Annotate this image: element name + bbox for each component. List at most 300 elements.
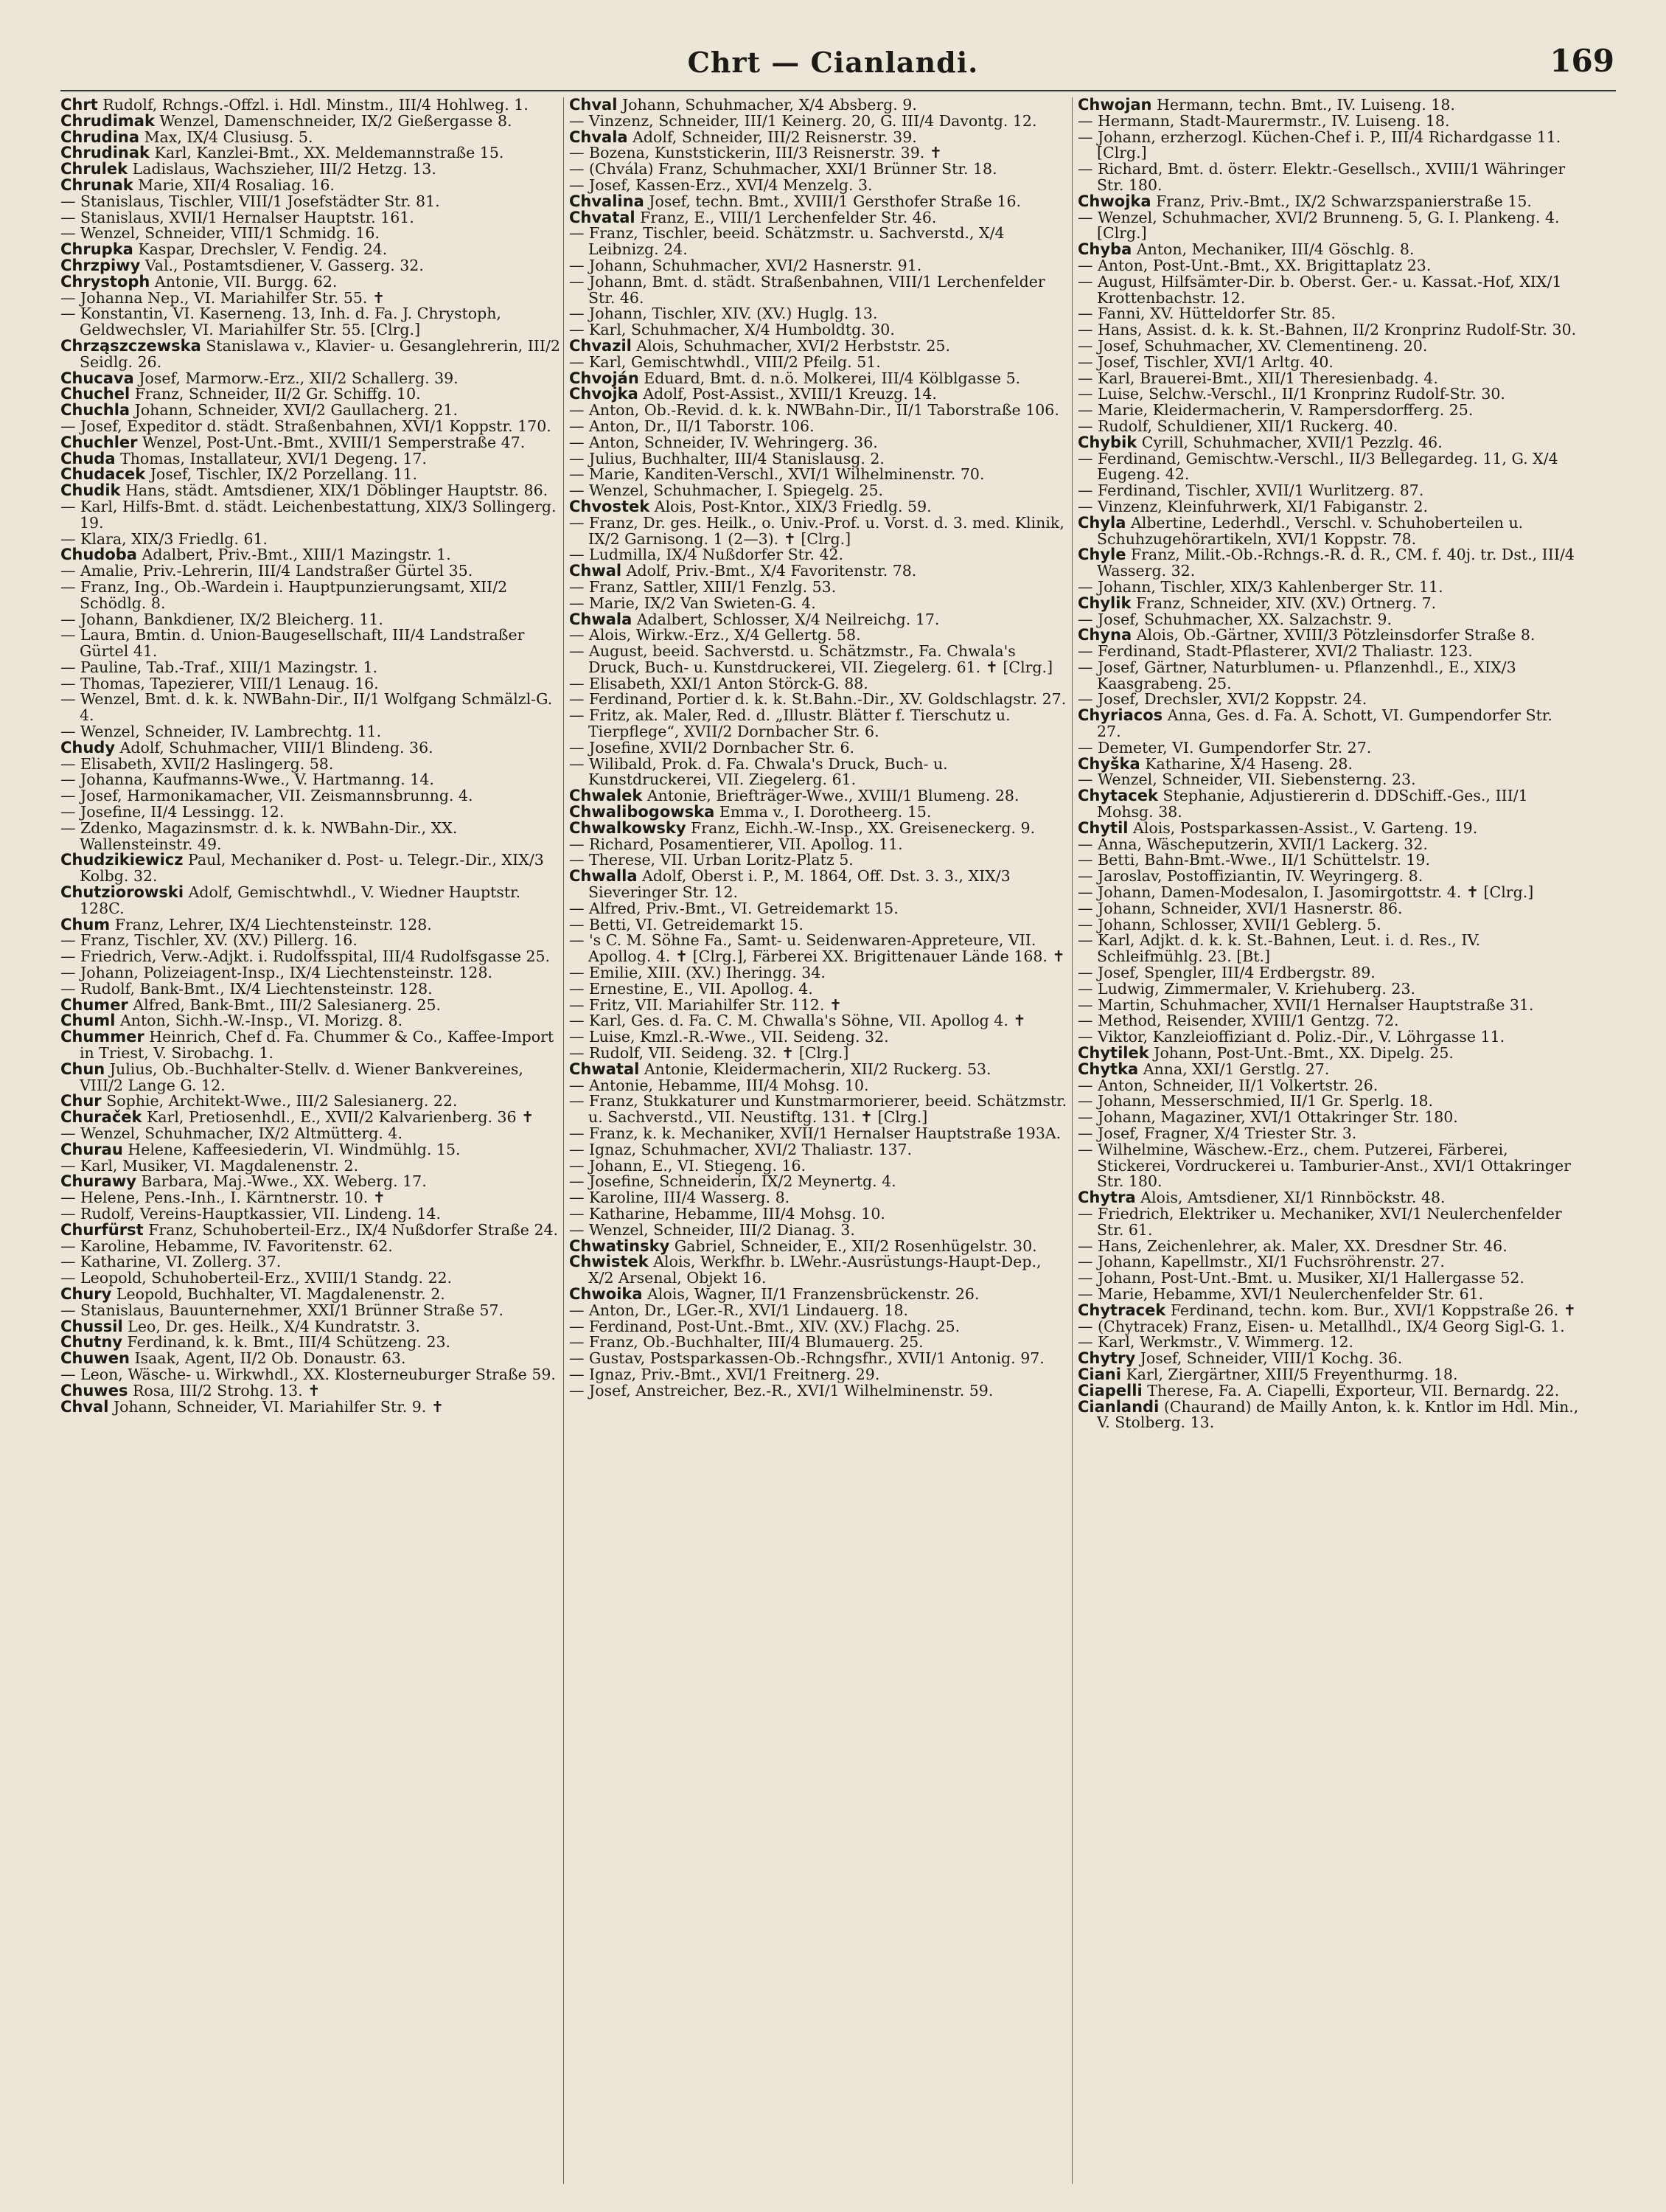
- entry-text: — Josef, Schuhmacher, XX. Salzachstr. 9.: [1078, 610, 1392, 628]
- entry-text: Albertine, Lederhdl., Verschl. v. Schuhoberteilen u. Schuhzugehörartikeln, XVI/1 Koppstr. 78.: [1097, 513, 1524, 548]
- entry-text: Adolf, Schuhmacher, VIII/1 Blindeng. 36.: [119, 738, 433, 757]
- directory-entry: [60, 288, 562, 307]
- directory-entry: [60, 435, 562, 451]
- entry-text: — Fritz, ak. Maler, Red. d. „Illustr. Blätter f. Tierschutz u. Tierpflege“, XVII/2 Dornbacher Str. 6.: [569, 706, 1011, 741]
- directory-entry: [1078, 708, 1579, 740]
- entry-text: — Stanislaus, Tischler, VIII/1 Josefstädter Str. 81.: [60, 192, 440, 210]
- entry-text: — Franz, Ing., Ob.-Wardein i. Hauptpunzierungsamt, XII/2 Schödlg. 8.: [60, 577, 508, 612]
- directory-entry: [569, 740, 1070, 757]
- entry-text: Helene, Kaffeesiederin, VI. Windmühlg. 15.: [128, 1140, 461, 1158]
- entry-surname: Chudoba: [60, 546, 137, 564]
- column-1: [60, 97, 562, 2184]
- entry-surname: Chyle: [1078, 546, 1126, 564]
- directory-entry: [1078, 1335, 1579, 1351]
- directory-entry: [1078, 627, 1579, 644]
- entry-surname: Chyriacos: [1078, 706, 1163, 725]
- directory-entry: [60, 194, 562, 210]
- column-2: [569, 97, 1070, 2184]
- entry-surname: Chwatinsky: [569, 1237, 670, 1255]
- entry-text: — Gustav, Postsparkassen-Ob.-Rchngsfhr., XVII/1 Antonig. 97.: [569, 1349, 1045, 1368]
- entry-surname: Chuwen: [60, 1349, 130, 1368]
- entry-surname: Chvalina: [569, 192, 644, 210]
- directory-entry: [1078, 451, 1579, 484]
- directory-entry: [569, 483, 1070, 499]
- directory-entry: [60, 547, 562, 563]
- entry-surname: Chumer: [60, 995, 128, 1014]
- entry-surname: Chval: [60, 1397, 109, 1416]
- directory-entry: [569, 467, 1070, 483]
- directory-entry: [60, 226, 562, 242]
- entry-text: — Marie, Kanditen-Verschl., XVI/1 Wilhelminenstr. 70.: [569, 465, 985, 484]
- directory-entry: [60, 885, 562, 917]
- entry-surname: Chyba: [1078, 240, 1132, 259]
- directory-entry: [60, 740, 562, 757]
- entry-text: Paul, Mechaniker d. Post- u. Telegr.-Dir., XIX/3 Kolbg. 32.: [80, 851, 544, 886]
- entry-text: — Katharine, VI. Zollerg. 37.: [60, 1253, 282, 1271]
- directory-entry: [1078, 1383, 1579, 1399]
- directory-entry: [1078, 1142, 1579, 1190]
- directory-entry: [1078, 869, 1579, 885]
- directory-entry: [569, 676, 1070, 692]
- directory-entry: [1078, 1351, 1579, 1367]
- entry-surname: Chybik: [1078, 433, 1137, 451]
- entry-text: Johann, Schuhmacher, X/4 Absberg. 9.: [621, 97, 917, 114]
- entry-text: — Wilibald, Prok. d. Fa. Chwala's Druck, Buch- u. Kunstdruckerei, VII. Ziegelerg. 61.: [569, 754, 948, 789]
- directory-entry: [1078, 1029, 1579, 1046]
- directory-entry: [569, 306, 1070, 322]
- entry-text: — Ludmilla, IX/4 Nußdorfer Str. 42.: [569, 546, 844, 564]
- entry-text: — Karoline, Hebamme, IV. Favoritenstr. 62.: [60, 1237, 393, 1255]
- entry-surname: Chutziorowski: [60, 883, 184, 902]
- entry-text: Alois, Ob.-Gärtner, XVIII/3 Pötzleinsdorfer Straße 8.: [1136, 626, 1536, 644]
- entry-text: — Wilhelmine, Wäschew.-Erz., chem. Putzerei, Färberei, Stickerei, Vordruckerei u. Tamburier-Anst., XVI/1 Ottakringer Str. 180.: [1078, 1140, 1571, 1191]
- entry-text: — Betti, VI. Getreidemarkt 15.: [569, 915, 804, 933]
- directory-entry: [60, 403, 562, 419]
- entry-text: — Ferdinand, Stadt-Pflasterer, XVI/2 Thaliastr. 123.: [1078, 642, 1473, 661]
- directory-entry: [1078, 1190, 1579, 1206]
- entry-text: Stephanie, Adjustiererin d. DDSchiff.-Ges., III/1 Mohsg. 38.: [1097, 787, 1528, 821]
- directory-entry: [569, 917, 1070, 933]
- header-rule: [60, 90, 1616, 91]
- entry-text: Leo, Dr. ges. Heilk., X/4 Kundratstr. 3.: [128, 1317, 420, 1335]
- directory-entry: [1078, 885, 1579, 901]
- directory-entry: [569, 499, 1070, 515]
- entry-text: — Klara, XIX/3 Friedlg. 61.: [60, 529, 268, 548]
- entry-text: — Laura, Bmtin. d. Union-Baugesellschaft, III/4 Landstraßer Gürtel 41.: [60, 626, 525, 661]
- entry-text: Antonie, Kleidermacherin, XII/2 Ruckerg. 53.: [644, 1060, 991, 1078]
- directory-entry: [1078, 161, 1579, 194]
- entry-text: — Thomas, Tapezierer, VIII/1 Lenaug. 16.: [60, 674, 379, 692]
- entry-text: Marie, XII/4 Rosaliag. 16.: [138, 175, 335, 194]
- entry-text: — Anton, Dr., II/1 Taborstr. 106.: [569, 417, 815, 435]
- directory-entry: [1078, 338, 1579, 355]
- directory-entry: [60, 467, 562, 483]
- entry-text: — Karl, Musiker, VI. Magdalenenstr. 2.: [60, 1156, 359, 1175]
- directory-entry: [60, 175, 562, 194]
- entry-surname: Chudy: [60, 738, 116, 757]
- entry-text: — Ferdinand, Portier d. k. k. St.Bahn.-Dir., XV. Goldschlagstr. 27.: [569, 690, 1067, 709]
- directory-entry: [569, 97, 1070, 114]
- directory-entry: [1078, 194, 1579, 210]
- directory-entry: [60, 917, 562, 933]
- entry-surname: Chun: [60, 1060, 105, 1078]
- entry-text: — Stanislaus, XVII/1 Hernalser Hauptstr. 161.: [60, 208, 414, 226]
- entry-surname: Chrulek: [60, 160, 128, 178]
- page-header: [0, 43, 1666, 87]
- entry-text: Katharine, X/4 Haseng. 28.: [1145, 754, 1353, 773]
- entry-text: — Josefine, II/4 Lessingg. 12.: [60, 803, 285, 821]
- directory-entry: [1078, 596, 1579, 612]
- directory-entry: [569, 161, 1070, 178]
- directory-entry: [1078, 933, 1579, 965]
- entry-text: — Bozena, Kunststickerin, III/3 Reisnerstr. 39. ✝: [569, 144, 942, 162]
- directory-entry: [60, 676, 562, 692]
- entry-text: Sophie, Architekt-Wwe., III/2 Salesianerg. 22.: [106, 1092, 458, 1110]
- entry-text: — Wenzel, Bmt. d. k. k. NWBahn-Dir., II/1 Wolfgang Schmälzl-G. 4.: [60, 690, 553, 725]
- entry-surname: Chrupka: [60, 240, 133, 259]
- directory-entry: [569, 818, 1070, 837]
- directory-entry: [60, 419, 562, 435]
- entry-text: Josef, techn. Bmt., XVIII/1 Gersthofer Straße 16.: [649, 192, 1022, 210]
- directory-entry: [60, 852, 562, 885]
- entry-text: — Anton, Ob.-Revid. d. k. k. NWBahn-Dir., II/1 Taborstraße 106.: [569, 401, 1059, 420]
- running-title: Chrt — Cianlandi.: [687, 46, 979, 79]
- column-divider: [1072, 97, 1073, 2184]
- entry-text: Wenzel, Damenschneider, IX/2 Gießergasse 8.: [159, 111, 512, 130]
- entry-text: Anna, Ges. d. Fa. A. Schott, VI. Gumpendorfer Str. 27.: [1097, 706, 1552, 741]
- entry-surname: Chylik: [1078, 594, 1132, 612]
- entry-text: — Karl, Ges. d. Fa. C. M. Chwalla's Söhne, VII. Apollog 4. ✝: [569, 1012, 1026, 1030]
- entry-text: — (Chvála) Franz, Schuhmacher, XXI/1 Brünner Str. 18.: [569, 160, 997, 178]
- entry-text: Johann, Post-Unt.-Bmt., XX. Dipelg. 25.: [1154, 1044, 1454, 1062]
- directory-entry: [569, 933, 1070, 965]
- directory-entry: [569, 1062, 1070, 1078]
- entry-surname: Chrt: [60, 97, 98, 114]
- directory-entry: [60, 258, 562, 274]
- entry-text: — Fritz, VII. Mariahilfer Str. 112. ✝: [569, 995, 843, 1014]
- directory-entry: [569, 1303, 1070, 1319]
- directory-entry: [1078, 419, 1579, 435]
- entry-text: Franz, Schuhoberteil-Erz., IX/4 Nußdorfer Straße 24.: [148, 1220, 559, 1239]
- entry-text: Hermann, techn. Bmt., IV. Luiseng. 18.: [1157, 97, 1455, 114]
- entry-text: — Marie, Kleidermacherin, V. Rampersdorfferg. 25.: [1078, 401, 1474, 420]
- entry-text: Adolf, Oberst i. P., M. 1864, Off. Dst. 3. 3., XIX/3 Sieveringer Str. 12.: [588, 867, 1011, 902]
- entry-surname: Chuchler: [60, 433, 138, 451]
- entry-text: — Rudolf, Bank-Bmt., IX/4 Liechtensteinstr. 128.: [60, 979, 433, 998]
- directory-entry: [60, 692, 562, 724]
- entry-text: — Josef, Drechsler, XVI/2 Koppstr. 24.: [1078, 690, 1367, 709]
- directory-entry: [1078, 403, 1579, 419]
- directory-entry: [60, 577, 562, 612]
- entry-text: — Josef, Expeditor d. städt. Straßenbahnen, XVI/1 Koppstr. 170.: [60, 417, 551, 435]
- entry-text: — Luise, Kmzl.-R.-Wwe., VII. Seideng. 32.: [569, 1028, 889, 1046]
- directory-entry: [1078, 772, 1579, 788]
- entry-text: Franz, Eichh.-W.-Insp., XX. Greiseneckerg. 9.: [691, 818, 1036, 837]
- entry-surname: Chvazil: [569, 336, 632, 355]
- entry-surname: Chvostek: [569, 497, 650, 515]
- directory-entry: [60, 1142, 562, 1158]
- entry-surname: Chwalek: [569, 787, 643, 805]
- entry-surname: Chytra: [1078, 1189, 1136, 1207]
- entry-surname: Chwalkowsky: [569, 818, 686, 837]
- directory-entry: [60, 97, 562, 114]
- directory-entry: [1078, 1239, 1579, 1255]
- entry-text: Val., Postamtsdiener, V. Gasserg. 32.: [144, 256, 424, 274]
- directory-entry: [569, 419, 1070, 435]
- directory-entry: [569, 563, 1070, 580]
- directory-entry: [569, 145, 1070, 161]
- entry-text: — Viktor, Kanzleioffiziant d. Poliz.-Dir., V. Löhrgasse 11.: [1078, 1028, 1505, 1046]
- entry-surname: Chutny: [60, 1333, 122, 1352]
- directory-entry: [1078, 837, 1579, 853]
- entry-text: — Karl, Schuhmacher, X/4 Humboldtg. 30.: [569, 321, 895, 339]
- entry-text: Barbara, Maj.-Wwe., XX. Weberg. 17.: [141, 1172, 427, 1191]
- entry-text: Isaak, Agent, II/2 Ob. Donaustr. 63.: [134, 1349, 406, 1368]
- entry-text: — Hermann, Stadt-Maurermstr., IV. Luiseng. 18.: [1078, 111, 1450, 130]
- entry-surname: Churaček: [60, 1108, 142, 1127]
- entry-text: Leopold, Buchhalter, VI. Magdalenenstr. 2.: [116, 1284, 445, 1303]
- entry-text: — Josef, Harmonikamacher, VII. Zeismannsbrunng. 4.: [60, 787, 473, 805]
- directory-entry: [60, 627, 562, 660]
- entry-text: — Amalie, Priv.-Lehrerin, III/4 Landstraßer Gürtel 35.: [60, 562, 473, 580]
- directory-entry: [60, 1254, 562, 1270]
- entry-text: — Fanni, XV. Hütteldorfer Str. 85.: [1078, 305, 1336, 323]
- entry-text: Anna, XXI/1 Gerstlg. 27.: [1143, 1060, 1330, 1078]
- entry-text: — Therese, VII. Urban Loritz-Platz 5.: [569, 851, 854, 869]
- entry-text: — Helene, Pens.-Inh., I. Kärntnerstr. 10. ✝: [60, 1189, 386, 1207]
- directory-entry: [1078, 660, 1579, 692]
- directory-entry: [569, 1190, 1070, 1206]
- directory-entry: [569, 1158, 1070, 1175]
- entry-surname: Chuml: [60, 1012, 116, 1030]
- entry-text: — Karl, Hilfs-Bmt. d. städt. Leichenbestattung, XIX/3 Sollingerg. 19.: [60, 497, 557, 532]
- entry-text: Johann, Schneider, VI. Mariahilfer Str. 9. ✝: [113, 1397, 445, 1416]
- directory-entry: [60, 965, 562, 981]
- entry-text: Johann, Schneider, XVI/2 Gaullacherg. 21.: [134, 401, 458, 420]
- entry-text: — Franz, Dr. ges. Heilk., o. Univ.-Prof. u. Vorst. d. 3. med. Klinik, IX/2 Garnisong. 1 (2—3). ✝ [Clrg.]: [569, 513, 1064, 548]
- directory-entry: [1078, 483, 1579, 499]
- directory-entry: [569, 869, 1070, 901]
- entry-surname: Churfürst: [60, 1220, 144, 1239]
- entry-surname: Chussil: [60, 1317, 123, 1335]
- entry-text: — Johann, erzherzogl. Küchen-Chef i. P., III/4 Richardgasse 11. [Clrg.]: [1078, 128, 1561, 162]
- directory-entry: [60, 1126, 562, 1142]
- entry-surname: Ciapelli: [1078, 1381, 1143, 1399]
- directory-entry: [569, 403, 1070, 419]
- directory-entry: [1078, 692, 1579, 708]
- directory-entry: [60, 1335, 562, 1351]
- directory-entry: [60, 371, 562, 387]
- directory-entry: [569, 194, 1070, 210]
- directory-entry: [569, 1239, 1070, 1255]
- entry-surname: Cianlandi: [1078, 1397, 1160, 1416]
- directory-entry: [60, 1222, 562, 1239]
- entry-text: — Method, Reisender, XVIII/1 Gentzg. 72.: [1078, 1012, 1399, 1030]
- directory-entry: [60, 499, 562, 532]
- entry-text: Rudolf, Rchngs.-Offzl. i. Hdl. Minstm., III/4 Hohlweg. 1.: [102, 97, 529, 114]
- entry-text: Adolf, Priv.-Bmt., X/4 Favoritenstr. 78.: [626, 562, 917, 580]
- entry-surname: Chudik: [60, 481, 121, 500]
- directory-entry: [569, 981, 1070, 998]
- entry-text: — Anton, Post-Unt.-Bmt., XX. Brigittaplatz 23.: [1078, 256, 1432, 274]
- entry-text: — Anton, Dr., LGer.-R., XVI/1 Lindauerg. 18.: [569, 1301, 909, 1319]
- directory-entry: [60, 145, 562, 161]
- entry-text: — Johann, Schuhmacher, XVI/2 Hasnerstr. 91.: [569, 256, 922, 274]
- entry-text: — Johann, Damen-Modesalon, I. Jasomirgottstr. 4. ✝ [Clrg.]: [1078, 883, 1534, 902]
- entry-text: — Marie, Hebamme, XVI/1 Neulerchenfelder Str. 61.: [1078, 1284, 1484, 1303]
- directory-entry: [1078, 917, 1579, 933]
- entry-text: Thomas, Installateur, XVI/1 Degeng. 17.: [120, 449, 427, 467]
- entry-text: — Johann, Post-Unt.-Bmt. u. Musiker, XI/1 Hallergasse 52.: [1078, 1269, 1524, 1287]
- directory-entry: [569, 852, 1070, 869]
- entry-surname: Chwalibogowska: [569, 803, 715, 821]
- directory-entry: [1078, 258, 1579, 274]
- directory-entry: [1078, 1270, 1579, 1287]
- entry-text: — Johann, Tischler, XIX/3 Kahlenberger Str. 11.: [1078, 577, 1443, 596]
- entry-text: Kaspar, Drechsler, V. Fendig. 24.: [138, 240, 388, 259]
- entry-text: Eduard, Bmt. d. n.ö. Molkerei, III/4 Kölblgasse 5.: [644, 369, 1021, 387]
- entry-surname: Chummer: [60, 1028, 144, 1046]
- entry-surname: Chrunak: [60, 175, 133, 194]
- directory-entry: [60, 1270, 562, 1287]
- entry-text: Josef, Marmorw.-Erz., XII/2 Schallerg. 39.: [139, 369, 459, 387]
- entry-text: Heinrich, Chef d. Fa. Chummer & Co., Kaffee-Import in Triest, V. Sirobachg. 1.: [80, 1028, 554, 1062]
- entry-text: — Johann, Tischler, XIV. (XV.) Huglg. 13.: [569, 305, 878, 323]
- directory-entry: [569, 692, 1070, 708]
- entry-surname: Chyška: [1078, 754, 1140, 773]
- directory-entry: [569, 1142, 1070, 1158]
- entry-text: — Zdenko, Magazinsmstr. d. k. k. NWBahn-Dir., XX. Wallensteinstr. 49.: [60, 818, 458, 853]
- entry-text: — Ferdinand, Post-Unt.-Bmt., XIV. (XV.) Flachg. 25.: [569, 1317, 961, 1335]
- directory-entry: [1078, 547, 1579, 580]
- entry-text: — Emilie, XIII. (XV.) Iheringg. 34.: [569, 964, 826, 982]
- entry-text: — Wenzel, Schneider, IV. Lambrechtg. 11.: [60, 723, 382, 741]
- directory-entry: [60, 804, 562, 821]
- entry-surname: Chudacek: [60, 465, 146, 484]
- directory-entry: [60, 1190, 562, 1206]
- directory-entry: [60, 1029, 562, 1062]
- entry-text: — Luise, Selchw.-Verschl., II/1 Kronprinz Rudolf-Str. 30.: [1078, 385, 1505, 403]
- entry-surname: Churawy: [60, 1172, 136, 1191]
- entry-text: — Elisabeth, XXI/1 Anton Störck-G. 88.: [569, 674, 868, 692]
- entry-text: — Josef, Fragner, X/4 Triester Str. 3.: [1078, 1124, 1357, 1142]
- entry-text: Emma v., I. Dorotheerg. 15.: [719, 803, 932, 821]
- entry-text: — Johanna, Kaufmanns-Wwe., V. Hartmanng. 14.: [60, 771, 434, 789]
- entry-text: — Johann, Messerschmied, II/1 Gr. Sperlg. 18.: [1078, 1092, 1434, 1110]
- directory-entry: [60, 981, 562, 998]
- entry-text: — Wenzel, Schuhmacher, XVI/2 Brunneng. 5, G. I. Plankeng. 4. [Clrg.]: [1078, 208, 1560, 243]
- directory-entry: [569, 627, 1070, 644]
- directory-entry: [1078, 1078, 1579, 1094]
- entry-text: — Demeter, VI. Gumpendorfer Str. 27.: [1078, 738, 1372, 757]
- directory-entry: [1078, 754, 1579, 773]
- directory-entry: [60, 1284, 562, 1303]
- directory-entry: [569, 612, 1070, 628]
- entry-text: Anton, Sichh.-W.-Insp., VI. Morizg. 8.: [119, 1012, 403, 1030]
- entry-text: — Johann, Magaziner, XVI/1 Ottakringer Str. 180.: [1078, 1108, 1458, 1127]
- directory-entry: [569, 754, 1070, 789]
- directory-entry: [569, 644, 1070, 676]
- column-divider: [563, 97, 564, 2184]
- entry-text: — Rudolf, VII. Seideng. 32. ✝ [Clrg.]: [569, 1044, 849, 1062]
- directory-entry: [60, 563, 562, 580]
- entry-text: — Josef, Spengler, III/4 Erdbergstr. 89.: [1078, 964, 1376, 982]
- entry-text: Alois, Postsparkassen-Assist., V. Garteng. 19.: [1133, 818, 1478, 837]
- directory-entry: [569, 1351, 1070, 1367]
- directory-entry: [1078, 1254, 1579, 1270]
- entry-text: — Ferdinand, Gemischtw.-Verschl., II/3 Bellegardeg. 11, G. X/4 Eugeng. 42.: [1078, 449, 1558, 484]
- entry-surname: Ciani: [1078, 1365, 1121, 1383]
- entry-text: — Leon, Wäsche- u. Wirkwhdl., XX. Klosterneuburger Straße 59.: [60, 1365, 556, 1383]
- entry-text: Max, IX/4 Clusiusg. 5.: [144, 128, 313, 146]
- entry-text: — Wenzel, Schneider, VIII/1 Schmidg. 16.: [60, 224, 380, 243]
- directory-entry: [569, 451, 1070, 467]
- entry-text: — Jaroslav, Postoffiziantin, IV. Weyringerg. 8.: [1078, 867, 1423, 886]
- entry-text: — Anna, Wäscheputzerin, XVII/1 Lackerg. 32.: [1078, 835, 1428, 853]
- directory-entry: [569, 995, 1070, 1014]
- entry-text: — Katharine, Hebamme, III/4 Mohsg. 10.: [569, 1204, 885, 1222]
- entry-text: Wenzel, Post-Unt.-Bmt., XVIII/1 Semperstraße 47.: [142, 433, 526, 451]
- directory-entry: [1078, 97, 1579, 114]
- directory-entry: [60, 1158, 562, 1175]
- directory-entry: [60, 111, 562, 130]
- directory-entry: [60, 386, 562, 403]
- entry-surname: Chucava: [60, 369, 134, 387]
- directory-entry: [1078, 995, 1579, 1014]
- entry-text: Franz, Schneider, XIV. (XV.) Ortnerg. 7.: [1135, 594, 1437, 612]
- directory-entry: [569, 515, 1070, 548]
- entry-text: — Josef, Gärtner, Naturblumen- u. Pflanzenhdl., E., XIX/3 Kaasgrabeng. 25.: [1078, 658, 1516, 692]
- entry-surname: Chuchla: [60, 401, 130, 420]
- directory-entry: [60, 529, 562, 548]
- entry-text: — Anton, Schneider, IV. Wehringerg. 36.: [569, 433, 878, 451]
- entry-text: — Ignaz, Priv.-Bmt., XVI/1 Freitnerg. 29.: [569, 1365, 880, 1383]
- entry-text: Franz, Lehrer, IX/4 Liechtensteinstr. 128.: [114, 915, 432, 933]
- directory-entry: [569, 1093, 1070, 1126]
- entry-text: — Antonie, Hebamme, III/4 Mohsg. 10.: [569, 1076, 869, 1094]
- entry-text: — Anton, Schneider, II/1 Volkertstr. 26.: [1078, 1076, 1379, 1094]
- entry-surname: Chrudinak: [60, 144, 150, 162]
- directory-entry: [60, 754, 562, 773]
- directory-entry: [1078, 371, 1579, 387]
- entry-surname: Chrudimak: [60, 111, 155, 130]
- entry-text: — Franz, k. k. Mechaniker, XVII/1 Hernalser Hauptstraße 193A.: [569, 1124, 1062, 1142]
- directory-entry: [569, 386, 1070, 403]
- directory-entry: [1078, 1319, 1579, 1335]
- entry-text: — Josefine, Schneiderin, IX/2 Meynertg. 4.: [569, 1172, 896, 1191]
- entry-text: — Karl, Adjkt. d. k. k. St.-Bahnen, Leut. i. d. Res., IV. Schleifmühlg. 23. [Bt.]: [1078, 931, 1481, 966]
- entry-text: Rosa, III/2 Strohg. 13. ✝: [133, 1381, 321, 1399]
- directory-entry: [569, 1284, 1070, 1303]
- entry-text: — Alfred, Priv.-Bmt., VI. Getreidemarkt 15.: [569, 899, 899, 917]
- directory-entry: [1078, 1284, 1579, 1303]
- entry-text: — Johann, Schneider, XVI/1 Hasnerstr. 86.: [1078, 899, 1403, 917]
- entry-surname: Chwoika: [569, 1284, 643, 1303]
- directory-entry: [60, 995, 562, 1014]
- directory-entry: [569, 274, 1070, 307]
- entry-text: — Ferdinand, Tischler, XVII/1 Wurlitzerg. 87.: [1078, 481, 1424, 500]
- entry-text: — Konstantin, VI. Kaserneng. 13, Inh. d. Fa. J. Chrystoph, Geldwechsler, VI. Mariahilfer Str. 55. [Clrg.]: [60, 305, 501, 339]
- entry-text: Karl, Pretiosenhdl., E., XVII/2 Kalvarienberg. 36 ✝: [147, 1108, 534, 1127]
- entry-text: — Ernestine, E., VII. Apollog. 4.: [569, 979, 813, 998]
- directory-entry: [60, 933, 562, 949]
- entry-text: Antonie, VII. Burgg. 62.: [154, 272, 338, 291]
- entry-text: — Franz, Stukkaturer und Kunstmarmorierer, beeid. Schätzmstr. u. Sachverstd., VII. Neustiftg. 131. ✝ [Clrg.]: [569, 1092, 1067, 1127]
- directory-entry: [569, 210, 1070, 226]
- entry-text: — Wenzel, Schneider, VII. Siebensterng. 23.: [1078, 771, 1416, 789]
- directory-entry: [60, 1319, 562, 1335]
- entry-text: — Johann, Polizeiagent-Insp., IX/4 Liechtensteinstr. 128.: [60, 964, 493, 982]
